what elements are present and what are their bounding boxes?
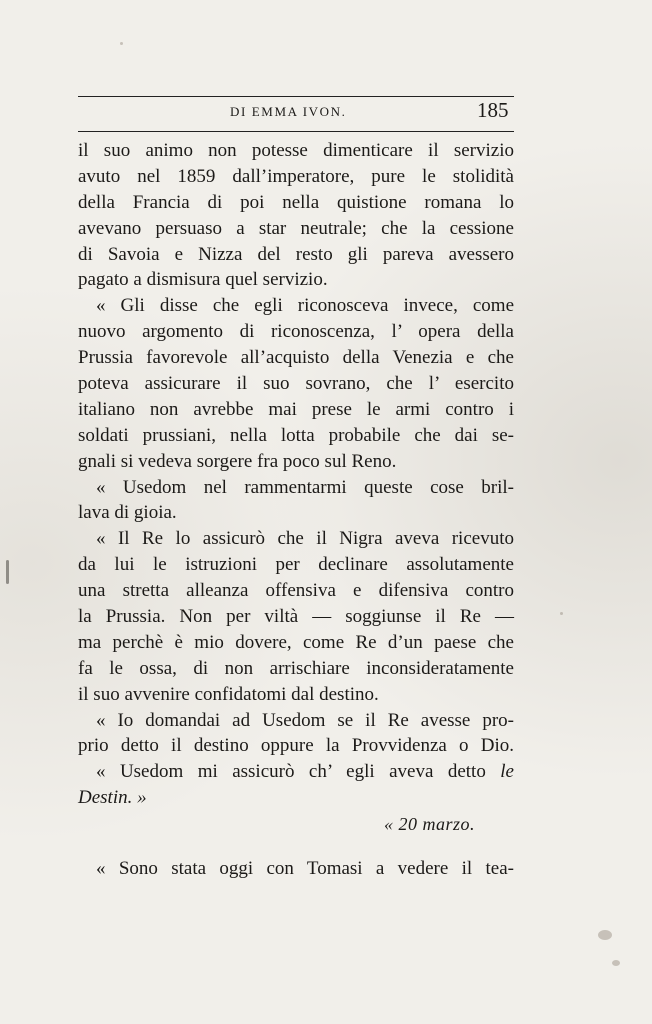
text-line: gnali si vedeva sorgere fra poco sul Reno. [78, 450, 397, 472]
text-line: « Il Re lo assicurò che il Nigra aveva ricevuto [96, 528, 514, 550]
header-bottom-rule [78, 131, 514, 132]
text-segment: « Usedom mi assicurò ch’ egli aveva detto [96, 761, 486, 783]
paper-speck [6, 560, 9, 584]
text-line: poteva assicurare il suo sovrano, che l’ esercito [78, 373, 514, 395]
paper-speck [560, 612, 563, 615]
final-line: « Sono stata oggi con Tomasi a vedere il tea- [96, 858, 514, 879]
text-line: « Usedom nel rammentarmi queste cose bril- [96, 476, 514, 498]
text-line: italiano non avrebbe mai prese le armi contro i [78, 398, 514, 420]
italic-word: le [500, 761, 514, 783]
body-text [78, 138, 514, 811]
text-line: da lui le istruzioni per declinare assolutamente [78, 554, 514, 576]
text-line: prio detto il destino oppure la Provvidenza o Dio. [78, 735, 514, 757]
text-line: « Gli disse che egli riconosceva invece, come [96, 295, 514, 317]
text-line: lava di gioia. [78, 502, 177, 524]
italic-word: Destin. » [78, 787, 147, 809]
text-line: soldati prussiani, nella lotta probabile che dai se- [78, 424, 514, 446]
text-line: una stretta alleanza offensiva e difensiva contro [78, 580, 514, 602]
paper-speck [612, 960, 620, 966]
running-head: DI EMMA IVON. [230, 104, 347, 119]
text-line: « Io domandai ad Usedom se il Re avesse pro- [96, 709, 514, 731]
text-line [78, 759, 514, 785]
text-line: avuto nel 1859 dall’imperatore, pure le stolidità [78, 165, 514, 187]
text-line: avevano persuaso a star neutrale; che la cessione [78, 217, 514, 239]
text-line: di Savoia e Nizza del resto gli pareva avessero [78, 243, 514, 265]
text-line [78, 785, 514, 811]
text-line: pagato a dismisura quel servizio. [78, 269, 328, 291]
text-line: Prussia favorevole all’acquisto della Venezia e che [78, 347, 514, 369]
paper-speck [120, 42, 123, 45]
header-top-rule [78, 96, 514, 97]
paper-speck [598, 930, 612, 940]
text-line: la Prussia. Non per viltà — soggiunse il Re — [78, 606, 514, 628]
text-line: fa le ossa, di non arrischiare inconsideratamente [78, 657, 514, 679]
text-line: ma perchè è mio dovere, come Re d’un paese che [78, 631, 514, 653]
text-line: il suo avvenire confidatomi dal destino. [78, 683, 379, 705]
text-line: il suo animo non potesse dimenticare il servizio [78, 140, 514, 161]
dateline: « 20 marzo. [384, 814, 476, 834]
text-line: nuovo argomento di riconoscenza, l’ opera della [78, 321, 514, 343]
text-line: della Francia di poi nella quistione romana lo [78, 191, 514, 213]
page-number: 185 [477, 98, 509, 122]
